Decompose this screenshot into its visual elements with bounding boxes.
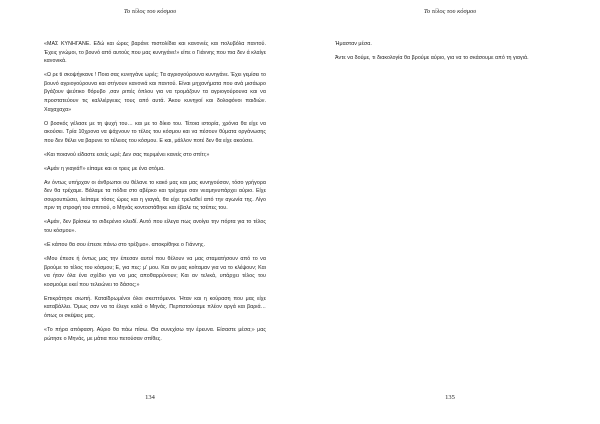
paragraph: «Αμάν η γιαγιά!!» είπαμε και οι τρεις με ένα στόμα. <box>44 165 165 172</box>
paragraph: Αν όντως υπήρχαν οι άνθρωποι ου θέλανε το κακό μας και μας κυνηγούσαν, τόσο γρήγορα δεν θα τρέχαμε. Βάλαμε τα πόδια στο αβέρκο και τρέχαμε σαν νεαμηνυπάρχει αύριο. Είχε σουρουπώσει, λείπαμε τόσες ώρες και η γιαγιά, θα είχε τρελαθεί από την αγωνία της. Λίγο πριν τη στροφή του σπιτιού, ο Μηνάς κοντοστάθηκε και έβαλε τις τσέπες του. <box>44 179 266 212</box>
page-number: 135 <box>445 394 455 401</box>
paragraph: «Ε κάπου θα σου έπεσε πάνω στο τρέξιμο». αποκρίθηκε ο Γιάννης. <box>44 242 206 249</box>
paragraph: Άντε να δούμε, τι διακολογία θα βρούμε αύριο, για να το σκάσουμε από τη γιαγιά. <box>335 54 529 61</box>
running-header: Το τέλος του κόσμου <box>123 8 177 15</box>
paragraph: «Το πήρα απόφαση. Αύριο θα πάω πίσω. Θα συνεχίσω την έρευνα. Είσαστε μέσα;» μας ρώτησε ο Μηνάς, με μάτια που πετούσαν σπίθες. <box>44 326 266 342</box>
body-text <box>335 40 557 68</box>
paragraph: «Αμάν, δεν βρίσκω το σιδερένιο κλειδί. Αυτό που είλεγα πως ανοίγει την πόρτα για το τέλος του κόσμου». <box>44 219 266 235</box>
paragraph: «ΜΑΣ ΚΥΝΗΓΑΝΕ. Εδώ και ώρες βαράνε πιστολίδια και κανονιές και πολυβόλα παντού. Έχεις γνώμοι, το βουνό από αυτούς που μας κυνηγάνε!» είπε ο Γιάννης που πια δεν ά κλαίγε κανονικά. <box>44 41 266 65</box>
paragraph: «Και ποιανού είδαστε εσείς ωρέ; Δεν σας περιμένει κανείς στο σπίτι;» <box>44 151 210 158</box>
paragraph: Ο βοσκός γέλασε με τη ψυχή του… και με το δίκιο του. Τέτοια ιστορία, χρόνια θα είχε να ακούσει. Τρία 10χρονα να ψάχνουν το τέλος του κόσμου και να πέσουν θύματα οργάνωσης που δεν θέλει να βαρυνε το τέλειος του κόσμου. Ε και, μάλλον ποτέ δεν θα είχε ακούσει. <box>44 120 266 144</box>
paragraph: «Μου έπεσε ή όντως μας την έπεσαν αυτοί που θέλουν να μας σταματήσουν από το να βρούμε το τέλος του κόσμου; Ε, για πες: μ' μου. Και αν μας κοίταμαν για να το κλέψουν; Και να ήταν όλα ένα σχέδιο για να μας αποθαρρύνουν; Και αν τελικά, υπάρχει τέλος του κοσμούμε εκεί που τελειώνει το δάσος;» <box>44 256 266 288</box>
paragraph: «Ω ρε ti σκοψήγκανε ! Ποια σας κυνηγάνε ωρές; Τα αγριογούρουνα κυνηγάνε. Έχει γεμίσει το βουνό αγριογούρουνα και στήνουν κανονιά και παντού. Είναι μηχανήματα που ανά μισάωρο βγάζουν ψεύτικο θόρυβο ,σαν ριπές όπλου για να τρομάζουν τα αγριογούρουνα και να προστατεύουν τις καλλιέργειες τους από αυτά. Άκου κυνηγοί και δολοφόνοι παιδιών. Χαχαχαχα» <box>44 72 266 113</box>
running-header: Το τέλος του κόσμου <box>423 8 477 15</box>
paragraph: Ήμασταν μέσα. <box>335 41 372 47</box>
paragraph: Επικράτησε σιωπή. Καταϊδρωμένοι όλοι σκεπτόμενοι. Ήταν και η κούραση που μας είχε καταβάλλει. Όμως σαν να τα έλεγε καλά ο Μηνάς. Περπατούσαμε πλέον αργά και βαριά… όπως οι σκέψεις μας. <box>44 295 266 319</box>
body-text <box>44 40 266 349</box>
page-number: 134 <box>145 394 155 401</box>
right-page <box>300 0 600 424</box>
